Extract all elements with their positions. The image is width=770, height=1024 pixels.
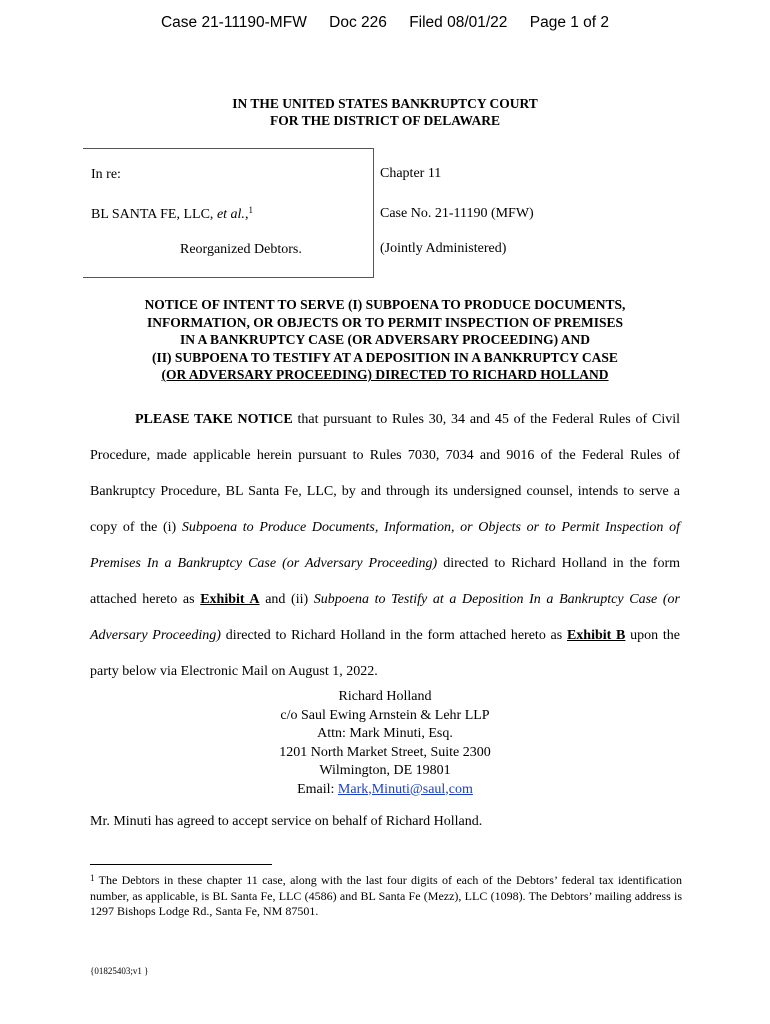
chapter-label: Chapter 11 (380, 166, 442, 181)
footnote-mark: 1 (90, 873, 95, 883)
document-id: {01825403;v1 } (90, 966, 149, 976)
administration-label: (Jointly Administered) (380, 241, 507, 256)
case-number-label: Case No. 21-11190 (MFW) (380, 206, 534, 221)
notice-paragraph (90, 402, 680, 690)
title-line-4: (II) SUBPOENA TO TESTIFY AT A DEPOSITION IN A BANKRUPTCY CASE (152, 349, 618, 365)
case-number: Case 21-11190-MFW (160, 14, 307, 31)
footnote-divider (90, 864, 272, 865)
court-line-1: IN THE UNITED STATES BANKRUPTCY COURT (232, 96, 538, 111)
debtor-name (91, 207, 253, 223)
recipient-name: Richard Holland (338, 689, 432, 704)
title-line-1: NOTICE OF INTENT TO SERVE (I) SUBPOENA TO PRODUCE DOCUMENTS, (144, 297, 626, 312)
title-line-2: INFORMATION, OR OBJECTS OR TO PERMIT INSPECTION OF PREMISES (147, 314, 623, 330)
et-al-comma: , (244, 207, 249, 222)
footnote-reference[interactable]: 1 (248, 205, 253, 215)
court-heading (0, 95, 770, 129)
filed-date: Filed 08/01/22 (409, 14, 508, 31)
et-al-text: et al. (216, 207, 245, 222)
recipient-street: 1201 North Market Street, Suite 2300 (279, 744, 491, 760)
notice-title (0, 296, 770, 384)
recipient-email-line (0, 781, 770, 800)
body-text-2: directed to Richard Holland in the form attached hereto as (90, 556, 680, 607)
doc-number: Doc 226 (329, 14, 387, 31)
court-line-2: FOR THE DISTRICT OF DELAWARE (269, 113, 501, 128)
recipient-firm: c/o Saul Ewing Arnstein & Lehr LLP (280, 707, 490, 723)
debtor-role: Reorganized Debtors. (180, 242, 302, 257)
footnote (90, 873, 682, 920)
subpoena-2-title: Subpoena to Testify at a Deposition In a Bankruptcy Case (or Adversary Proceeding) (90, 592, 680, 643)
title-line-3: IN A BANKRUPTCY CASE (OR ADVERSARY PROCEEDING) AND (180, 332, 590, 347)
email-label: Email: (297, 781, 338, 797)
footnote-text: The Debtors in these chapter 11 case, along with the last four digits of each of the Debtors’ federal tax identification number, as applicable, is BL Santa Fe, LLC (4586) and BL Santa Fe (Mezz), LLC (1098). The Debtors’ mailing address is 1297 Bishops Lodge Rd., Santa Fe, NM 87501. (90, 873, 682, 918)
body-text-1: that pursuant to Rules 30, 34 and 45 of the Federal Rules of Civil Procedure, made applicable herein pursuant to Rules 7030, 7034 and 9016 of the Federal Rules of Bankruptcy Procedure, BL Santa Fe, LLC, by and through its undersigned counsel, intends to serve a copy of the (i) (90, 412, 680, 535)
exhibit-a-link[interactable]: Exhibit A (200, 592, 260, 607)
exhibit-b-link[interactable]: Exhibit B (566, 628, 626, 643)
case-header (0, 14, 770, 32)
case-caption-left (83, 148, 374, 278)
title-line-5: (OR ADVERSARY PROCEEDING) DIRECTED TO RICHARD HOLLAND (161, 367, 609, 382)
email-link[interactable]: Mark,Minuti@saul,com (337, 781, 473, 797)
notice-body (90, 402, 680, 690)
in-re-label: In re: (91, 167, 121, 182)
body-text-3: and (ii) (259, 592, 314, 607)
recipient-attn: Attn: Mark Minuti, Esq. (317, 726, 453, 741)
subpoena-1-title: Subpoena to Produce Documents, Information, or Objects or to Permit Inspection of Premises In a Bankruptcy Case (or Adversary Proceeding) (90, 520, 680, 571)
service-address (0, 688, 770, 799)
acceptance-statement: Mr. Minuti has agreed to accept service on behalf of Richard Holland. (90, 814, 483, 829)
debtor-name-text: BL SANTA FE, LLC, (91, 207, 214, 222)
recipient-city: Wilmington, DE 19801 (319, 763, 451, 778)
page-number: Page 1 of 2 (529, 14, 610, 31)
body-text-4: directed to Richard Holland in the form attached hereto as (220, 628, 567, 643)
body-text-5: upon the party below via Electronic Mail on August 1, 2022. (90, 628, 680, 679)
notice-lead: PLEASE TAKE NOTICE (135, 412, 293, 427)
